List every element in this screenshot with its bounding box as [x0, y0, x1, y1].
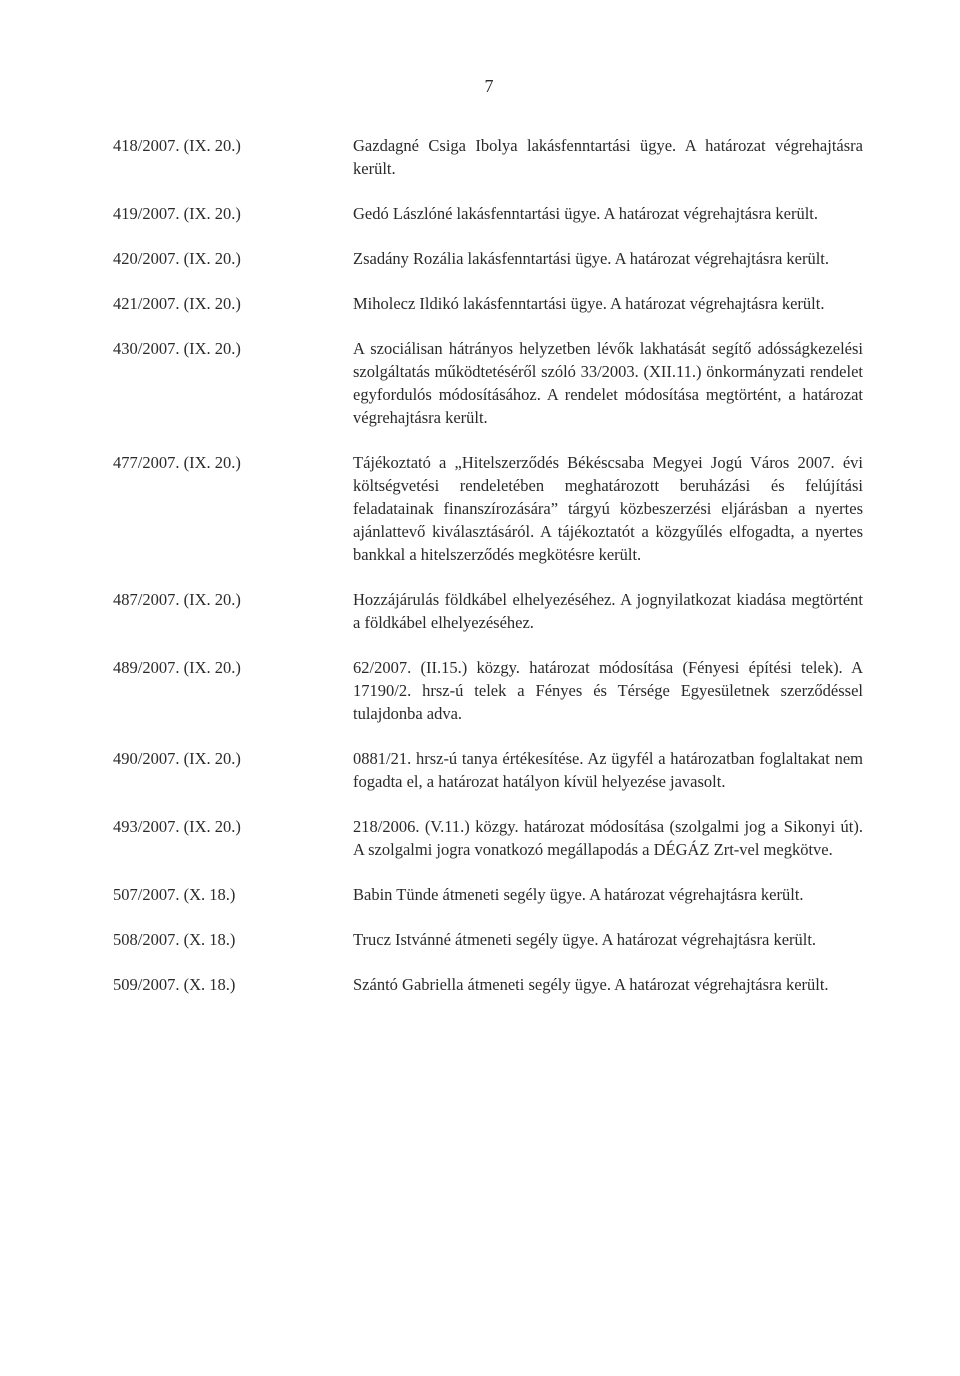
- resolution-number: 490/2007. (IX. 20.): [113, 749, 241, 768]
- resolution-description: Szántó Gabriella átmeneti segély ügye. A határozat végrehajtásra került.: [353, 975, 829, 994]
- resolution-description: A szociálisan hátrányos helyzetben lévők lakhatását segítő adósságkezelési szolgáltatás működtetéséről szóló 33/2003. (XII.11.) önkormányzati rendelet egyfordulós módosításához. A rendelet módosítása megtörtént, a határozat végrehajtásra került.: [353, 339, 863, 427]
- list-item: [113, 883, 863, 906]
- resolution-number: 487/2007. (IX. 20.): [113, 590, 241, 609]
- list-item: [113, 451, 863, 566]
- resolution-number: 507/2007. (X. 18.): [113, 885, 236, 904]
- list-item: [113, 656, 863, 725]
- resolution-number: 418/2007. (IX. 20.): [113, 136, 241, 155]
- list-item: [113, 134, 863, 180]
- resolution-description: 0881/21. hrsz-ú tanya értékesítése. Az ügyfél a határozatban foglaltakat nem fogadta el, a határozat hatályon kívül helyezése javasolt.: [353, 749, 863, 791]
- resolution-number: 509/2007. (X. 18.): [113, 975, 236, 994]
- page-number: 7: [484, 76, 494, 96]
- list-item: [113, 202, 863, 225]
- resolution-description: Gedó Lászlóné lakásfenntartási ügye. A határozat végrehajtásra került.: [353, 204, 819, 223]
- resolution-description: 218/2006. (V.11.) közgy. határozat módosítása (szolgalmi jog a Sikonyi út). A szolgalmi jogra vonatkozó megállapodás a DÉGÁZ Zrt-vel megkötve.: [353, 817, 863, 859]
- resolution-number: 420/2007. (IX. 20.): [113, 249, 241, 268]
- resolution-number: 419/2007. (IX. 20.): [113, 204, 241, 223]
- resolution-number: 430/2007. (IX. 20.): [113, 339, 241, 358]
- resolution-description: Hozzájárulás földkábel elhelyezéséhez. A jognyilatkozat kiadása megtörtént a földkábel elhelyezéséhez.: [353, 590, 863, 632]
- list-item: [113, 747, 863, 793]
- list-item: [113, 973, 863, 996]
- resolution-number: 508/2007. (X. 18.): [113, 930, 236, 949]
- resolution-description: Babin Tünde átmeneti segély ügye. A határozat végrehajtásra került.: [353, 885, 804, 904]
- resolution-number: 489/2007. (IX. 20.): [113, 658, 241, 677]
- resolution-description: Zsadány Rozália lakásfenntartási ügye. A határozat végrehajtásra került.: [353, 249, 830, 268]
- resolution-description: 62/2007. (II.15.) közgy. határozat módosítása (Fényesi építési telek). A 17190/2. hrsz-ú telek a Fényes és Térsége Egyesületnek szerződéssel tulajdonba adva.: [353, 658, 863, 723]
- list-item: [113, 292, 863, 315]
- list-item: [113, 928, 863, 951]
- resolution-number: 477/2007. (IX. 20.): [113, 453, 241, 472]
- resolution-description: Miholecz Ildikó lakásfenntartási ügye. A határozat végrehajtásra került.: [353, 294, 825, 313]
- resolution-description: Tájékoztató a „Hitelszerződés Békéscsaba Megyei Jogú Város 2007. évi költségvetési rendeletében meghatározott beruházási és felújítási feladatainak finanszírozására” tárgyú közbeszerzési eljárásban a nyertes ajánlattevő kiválasztásáról. A tájékoztatót a közgyűlés elfogadta, a nyertes bankkal a hitelszerződés megkötésre került.: [353, 453, 863, 564]
- list-item: [113, 337, 863, 429]
- list-item: [113, 247, 863, 270]
- resolution-number: 493/2007. (IX. 20.): [113, 817, 241, 836]
- resolution-description: Gazdagné Csiga Ibolya lakásfenntartási ügye. A határozat végrehajtásra került.: [353, 136, 863, 178]
- resolution-number: 421/2007. (IX. 20.): [113, 294, 241, 313]
- resolution-description: Trucz Istvánné átmeneti segély ügye. A határozat végrehajtásra került.: [353, 930, 817, 949]
- list-item: [113, 815, 863, 861]
- list-item: [113, 588, 863, 634]
- resolution-list: [113, 134, 863, 1018]
